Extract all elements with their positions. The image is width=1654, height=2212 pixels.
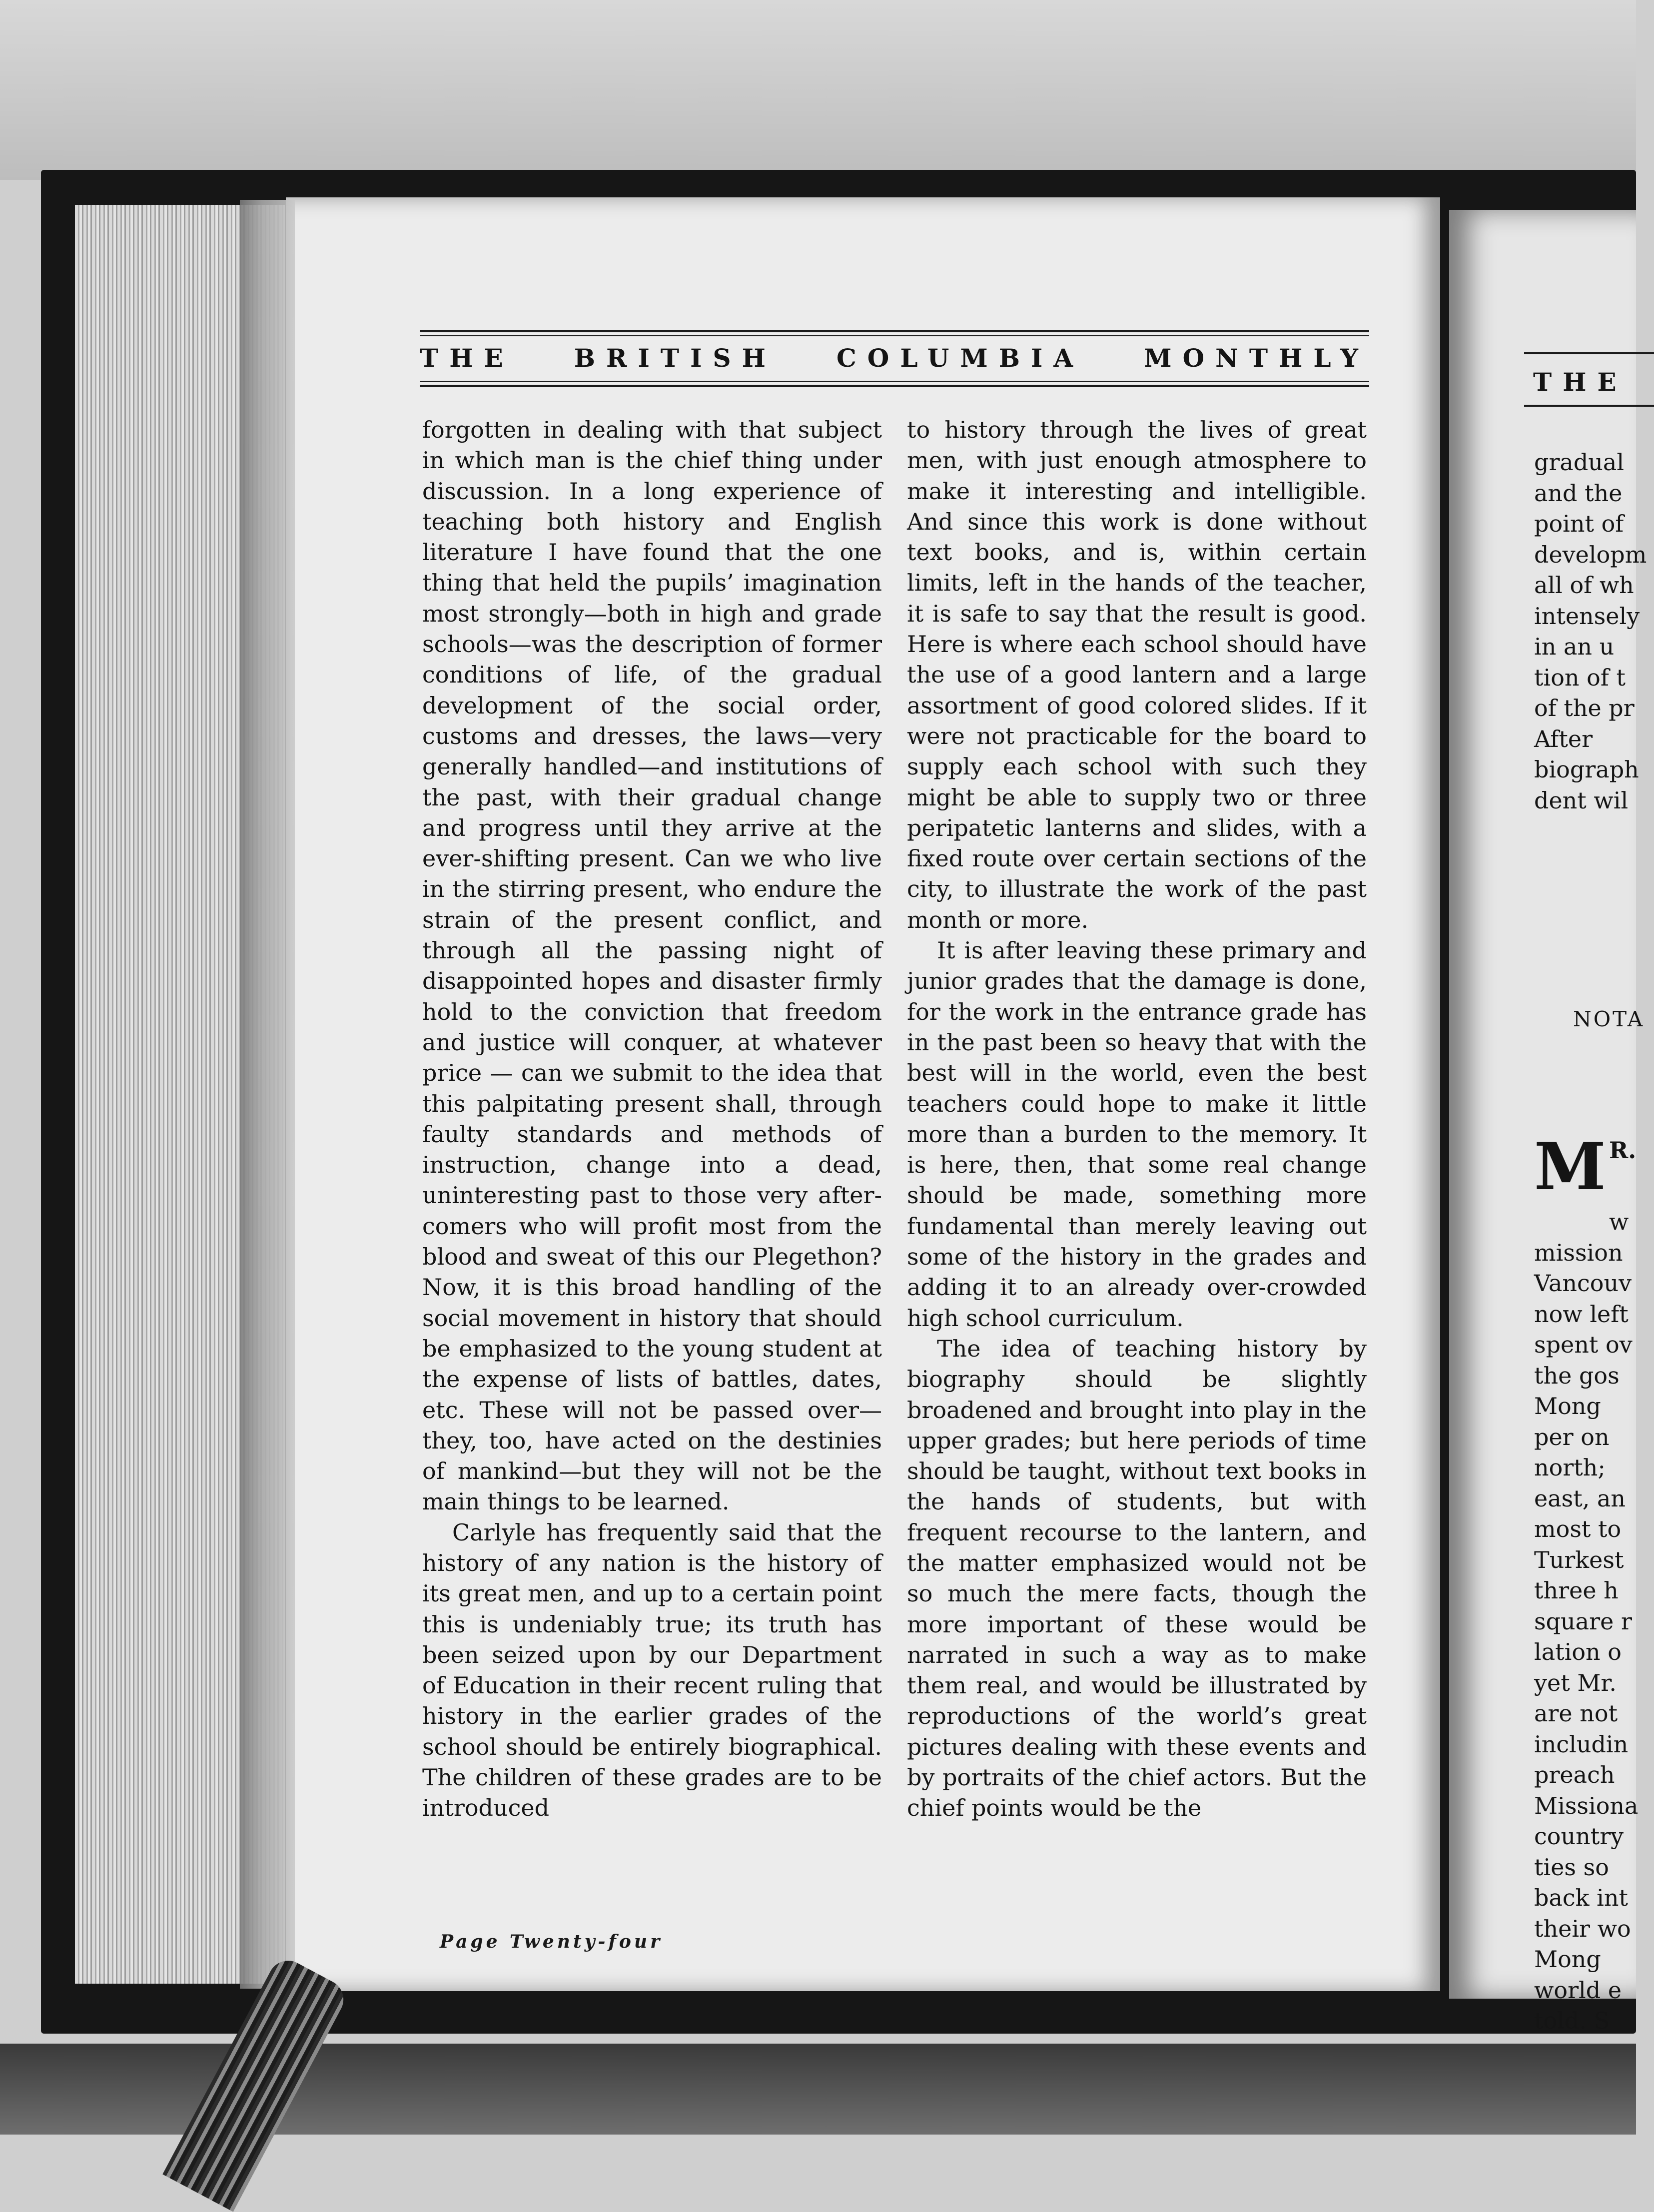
facing-line: and the [1534, 479, 1623, 507]
masthead-rule-bottom-thin [420, 381, 1369, 382]
facing-line: Turkest [1534, 1546, 1624, 1573]
facing-line: in an u [1534, 633, 1615, 660]
facing-line: Missiona [1534, 1792, 1639, 1819]
text-column-left [422, 415, 882, 1824]
masthead-word: BRITISH [574, 343, 777, 373]
facing-line: most to [1534, 1515, 1622, 1542]
facing-line: three h [1534, 1577, 1619, 1604]
facing-line: their wo [1534, 1915, 1631, 1942]
masthead-title [420, 336, 1369, 378]
facing-line: world e [1534, 1976, 1622, 2004]
masthead-rule-bottom [420, 385, 1369, 387]
facing-line: gradual [1534, 449, 1625, 476]
facing-line: ties so [1534, 1853, 1609, 1881]
facing-line: Mong [1534, 1946, 1601, 1973]
masthead-word: MONTHLY [1144, 343, 1369, 373]
paragraph: forgotten in dealing with that subject in which man is the chief thing under discussion. In a long experience of teaching both history and English literature I have found that the one thing that held the pupils’ imagination most strongly—both in high and grade schools—was the description of former conditions of life, of the gradual development of the social order, customs and dresses, the laws—very generally handled—and institutions of the past, with their gradual change and progress until they arrive at the ever-shifting present. Can we who live in the stirring present, who endure the strain of the present conflict, and through all the passing night of disappointed hopes and disaster firmly hold to the conviction that freedom and justice will conquer, at whatever price — can we submit to the idea that this palpitating present shall, through faulty standards and methods of instruction, change into a dead, uninteresting past to those very after-comers who will profit most from the blood and sweat of this our Plegethon? Now, it is this broad handling of the social movement in history that should be emphasized to the young student at the expense of lists of battles, dates, etc. These will not be passed over—they, too, have acted on the destinies of mankind—but they will not be the main things to be learned. [422, 416, 882, 1515]
text-column-right [907, 415, 1367, 1824]
facing-line: country [1534, 1823, 1624, 1850]
facing-line: east, an [1534, 1484, 1626, 1512]
facing-line: developm [1534, 541, 1647, 568]
paragraph: The idea of teaching history by biography should be slightly broadened and brought into play in the upper grades; but here periods of time should be taught, without text books in the hands of students, but with frequent recourse to the lantern, and the matter emphasized would not be so much the mere facts, though the more important of these would be narrated in such a way as to make them real, and would be illustrated by reproductions of the world’s great pictures dealing with these events and by portraits of the chief actors. But the chief points would be the [907, 1335, 1367, 1822]
facing-line: lation o [1534, 1638, 1622, 1665]
facing-line: all of wh [1534, 572, 1634, 599]
facing-line: north; [1534, 1454, 1606, 1481]
paragraph: It is after leaving these primary and junior grades that the damage is done, for the work in the entrance grade has in the past been so heavy that with the best will in the world, even the best teachers could hope to make it little more than a burden to the memory. It is here, then, that some real change should be made, something more fundamental than merely leaving out some of the history in the grades and adding it to an already over-crowded high school curriculum. [907, 937, 1367, 1332]
facing-line: intensely [1534, 602, 1640, 630]
facing-line: yet Mr. [1534, 1669, 1617, 1696]
facing-drop-cap: M [1534, 1128, 1606, 1205]
facing-line: per on [1534, 1423, 1610, 1451]
facing-line: preach [1534, 1761, 1615, 1788]
facing-line: now left [1534, 1300, 1629, 1328]
facing-rule [1524, 405, 1654, 407]
facing-drop-cap-rest: R. [1609, 1137, 1637, 1164]
facing-line: point of [1534, 510, 1624, 537]
facing-line: told. S [1534, 2007, 1610, 2034]
facing-text-top [1534, 447, 1647, 816]
facing-line: back int [1534, 1884, 1628, 1911]
facing-line: mission [1534, 1239, 1623, 1266]
facing-line: Mong [1534, 1393, 1601, 1420]
masthead [420, 330, 1369, 387]
paragraph: to history through the lives of great men, with just enough atmosphere to make it interesting and intelligible. And since this work is done without text books, and is, within certain limits, left in the hands of the teacher, it is safe to say that the result is good. Here is where each school should have the use of a good lantern and a large assortment of good colored slides. If it were not practicable for the board to supply each school with such they might be able to supply two or three peripatetic lanterns and slides, with a fixed route over certain sections of the city, to illustrate the work of the past month or more. [907, 416, 1367, 933]
facing-title: THE [1533, 367, 1628, 397]
backdrop-top [0, 0, 1636, 180]
facing-line: are not [1534, 1700, 1618, 1727]
facing-line: biograph [1534, 756, 1639, 783]
facing-line: includin [1534, 1730, 1629, 1758]
masthead-rule-top [420, 330, 1369, 332]
facing-line: dent wil [1534, 786, 1629, 814]
gutter-shadow [240, 200, 295, 1989]
facing-line: w [1609, 1208, 1629, 1235]
facing-line: of the pr [1534, 695, 1635, 722]
facing-text-bottom [1534, 1207, 1638, 2037]
facing-line: tion of t [1534, 664, 1626, 691]
facing-line: After [1534, 725, 1593, 752]
paragraph: Carlyle has frequently said that the history of any nation is the history of its great men, and up to a certain point this is undeniably true; its truth has been seized upon by our Department of Education in their recent ruling that history in the earlier grades of the school should be entirely biographical. The children of these grades are to be introduced [422, 1518, 882, 1822]
page-number: Page Twenty-four [440, 1931, 663, 1952]
masthead-word: THE [420, 343, 514, 373]
facing-line: spent ov [1534, 1331, 1633, 1358]
masthead-word: COLUMBIA [836, 343, 1084, 373]
facing-line: Vancouv [1534, 1270, 1632, 1297]
facing-rule [1524, 352, 1654, 354]
facing-line: the gos [1534, 1362, 1620, 1389]
facing-section-heading: NOTA [1573, 1007, 1645, 1031]
facing-line: square r [1534, 1607, 1632, 1635]
